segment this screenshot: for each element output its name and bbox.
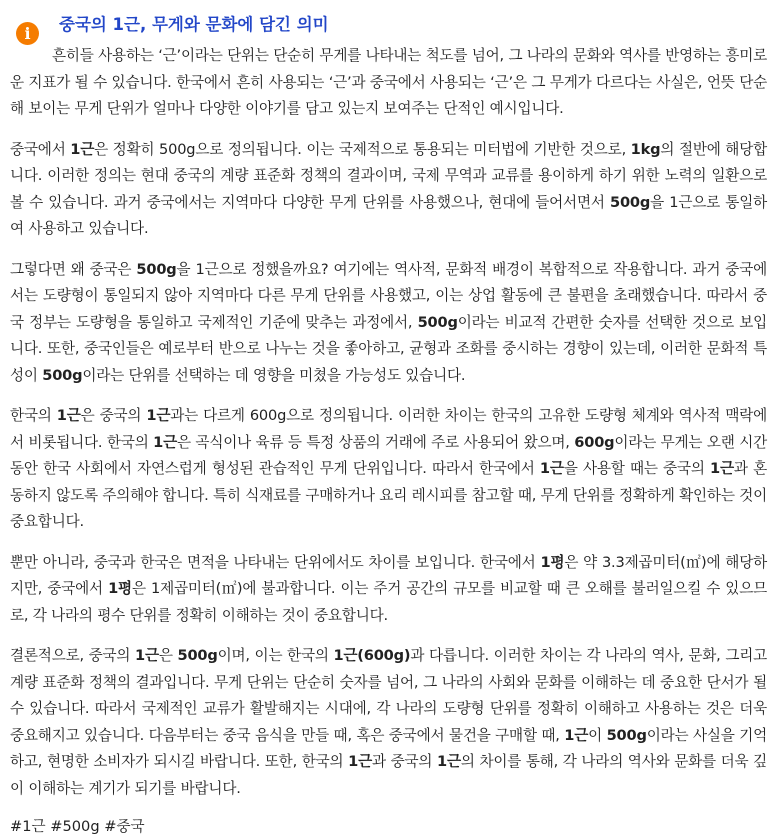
info-icon: i — [16, 22, 39, 45]
paragraph-conclusion: 결론적으로, 중국의 1근은 500g이며, 이는 한국의 1근(600g)과 다릅니다. 이러한 차이는 각 나라의 역사, 문화, 그리고 계량 표준화 정책의 결과입니다. 무게 단위는 단순히 숫자를 넘어, 그 나라의 사회와 문화를 이해하는 데 중요한 단서가 될 수 있습니다. 따라서 국제적인 교류가 활발해지는 시대에, 각 나라의 도량형 단위를 정확히 이해하고 사용하는 것은 더욱 중요해지고 있습니다. 다음부터는 중국 음식을 만들 때, 혹은 중국에서 물건을 구매할 때, 1근이 500g이라는 사실을 기억하고, 현명한 소비자가 되시길 바랍니다. 또한, 한국의 1근과 중국의 1근의 차이를 통해, 각 나라의 역사와 문화를 더욱 깊이 이해하는 계기가 되기를 바랍니다. — [10, 647, 768, 797]
article-title: 중국의 1근, 무게와 문화에 담긴 의미 — [59, 15, 329, 34]
article-body — [10, 43, 767, 840]
article-header — [8, 0, 767, 43]
paragraph-why-500g: 그렇다면 왜 중국은 500g을 1근으로 정했을까요? 여기에는 역사적, 문화적 배경이 복합적으로 작용합니다. 과거 중국에서는 도량형이 통일되지 않아 지역마다 다른 무게 단위를 사용했고, 이는 상업 활동에 큰 불편을 초래했습니다. 따라서 중국 정부는 도량형을 통일하고 국제적인 기준에 맞추는 과정에서, 500g이라는 비교적 간편한 숫자를 선택한 것으로 보입니다. 또한, 중국인들은 예로부터 반으로 나누는 것을 좋아하고, 균형과 조화를 중시하는 경향이 있는데, 이러한 문화적 특성이 500g이라는 단위를 선택하는 데 영향을 미쳤을 가능성도 있습니다. — [10, 260, 767, 384]
paragraph-china-definition: 중국에서 1근은 정확히 500g으로 정의됩니다. 이는 국제적으로 통용되는 미터법에 기반한 것으로, 1kg의 절반에 해당합니다. 이러한 정의는 현대 중국의 계량 표준화 정책의 결과이며, 국제 무역과 교류를 용이하게 하기 위한 노력의 일환으로 볼 수 있습니다. 과거 중국에서는 지역마다 다양한 무게 단위를 사용했으나, 현대에 들어서면서 500g을 1근으로 통일하여 사용하고 있습니다. — [10, 140, 767, 237]
paragraph-korea-600g: 한국의 1근은 중국의 1근과는 다르게 600g으로 정의됩니다. 이러한 차이는 한국의 고유한 도량형 체계와 역사적 맥락에서 비롯됩니다. 한국의 1근은 곡식이나 육류 등 특정 상품의 거래에 주로 사용되어 왔으며, 600g이라는 무게는 오랜 시간 동안 한국 사회에서 자연스럽게 형성된 관습적인 무게 단위입니다. 따라서 한국에서 1근을 사용할 때는 중국의 1근과 혼동하지 않도록 주의해야 합니다. 특히 식재료를 구매하거나 요리 레시피를 참고할 때, 무게 단위를 정확하게 확인하는 것이 중요합니다. — [10, 407, 768, 530]
hashtags: #1근 #500g #중국 — [10, 818, 145, 835]
paragraph-intro: 흔히들 사용하는 ‘근’이라는 단위는 단순히 무게를 나타내는 척도를 넘어, 그 나라의 문화와 역사를 반영하는 흥미로운 지표가 될 수 있습니다. 한국에서 흔히 사용되는 ‘근’과 중국에서 사용되는 ‘근’은 그 무게가 다르다는 사실은, 언뜻 단순해 보이는 무게 단위가 얼마나 다양한 이야기를 담고 있는지 보여주는 단적인 예시입니다. — [10, 47, 767, 117]
paragraph-area-units: 뿐만 아니라, 중국과 한국은 면적을 나타내는 단위에서도 차이를 보입니다. 한국에서 1평은 약 3.3제곱미터(㎡)에 해당하지만, 중국에서 1평은 1제곱미터(㎡)에 불과합니다. 이는 주거 공간의 규모를 비교할 때 큰 오해를 불러일으킬 수 있으므로, 각 나라의 평수 단위를 정확히 이해하는 것이 중요합니다. — [10, 553, 768, 624]
